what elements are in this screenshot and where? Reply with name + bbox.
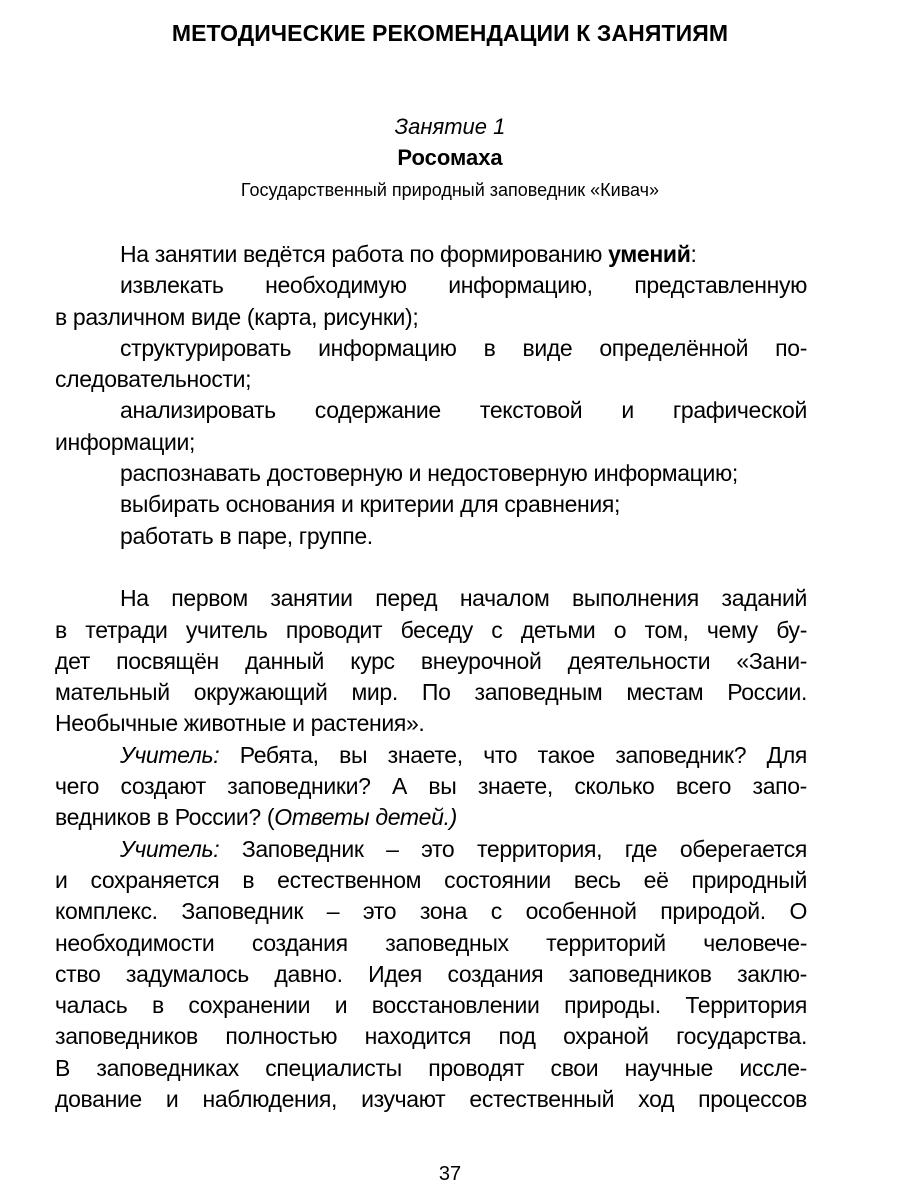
text-run: чего создают заповедники? А вы знаете, сколько всего запо-: [55, 773, 807, 800]
italic-text: Ответы детей.): [274, 804, 457, 831]
body-text: [55, 239, 807, 1115]
text-line: [55, 364, 807, 395]
text-run: в тетради учитель проводит беседу с детьми о том, чему бу-: [55, 616, 807, 643]
text-run: чалась в сохранении и восстановлении природы. Территория: [55, 992, 807, 1019]
text-line: [55, 1053, 807, 1084]
text-line: [55, 959, 807, 990]
text-run: и сохраняется в естественном состоянии весь её природный: [55, 866, 807, 893]
text-line: [55, 677, 807, 708]
text-line: [55, 646, 807, 677]
text-line: [55, 521, 807, 552]
text-line: [55, 802, 807, 833]
text-line: [55, 270, 807, 301]
text-line: [55, 583, 807, 614]
text-run: ведников в России? (: [55, 804, 275, 831]
text-run: информации;: [55, 428, 196, 455]
text-run: Ребята, вы знаете, что такое заповедник? Для: [219, 741, 807, 768]
lesson-label: Занятие 1: [394, 114, 506, 139]
bold-text: умений: [608, 241, 691, 267]
text-run: распознавать достоверную и недостоверную информацию;: [120, 460, 738, 487]
text-run: анализировать содержание текстовой и графической: [120, 397, 807, 424]
text-run: комплекс. Заповедник – это зона с особенной природой. О: [55, 898, 807, 925]
text-line: [55, 333, 807, 364]
text-run: необходимости создания заповедных территорий человече-: [55, 929, 807, 956]
text-run: выбирать основания и критерии для сравнения;: [120, 491, 621, 518]
text-line: [55, 708, 807, 739]
italic-text: Учитель:: [120, 835, 220, 862]
text-line: [55, 239, 807, 270]
text-run: На занятии ведётся работа по формированию: [120, 241, 609, 267]
text-line: [55, 489, 807, 520]
text-line: [55, 990, 807, 1021]
text-line: [55, 395, 807, 426]
text-run: :: [690, 241, 697, 267]
text-run: в различном виде (карта, рисунки);: [55, 303, 419, 330]
text-run: структурировать информацию в виде определённой по-: [120, 334, 807, 361]
text-run: Необычные животные и растения».: [55, 710, 425, 737]
text-run: работать в паре, группе.: [120, 522, 373, 549]
text-line: [55, 615, 807, 646]
italic-text: Учитель:: [120, 741, 220, 768]
text-line: [55, 865, 807, 896]
text-line: [55, 1084, 807, 1115]
text-line: [55, 928, 807, 959]
text-line: [55, 427, 807, 458]
text-line: [55, 896, 807, 927]
text-run: дет посвящён данный курс внеурочной деятельности «Зани-: [55, 647, 807, 674]
page-number: 37: [438, 1163, 462, 1185]
text-run: В заповедниках специалисты проводят свои научные иссле-: [55, 1054, 807, 1081]
lesson-subtitle: Государственный природный заповедник «Кивач»: [240, 180, 660, 200]
blank-line: [55, 552, 807, 583]
text-run: Заповедник – это территория, где оберегается: [219, 835, 807, 862]
text-run: мательный окружающий мир. По заповедным местам России.: [55, 679, 807, 706]
page-header: МЕТОДИЧЕСКИЕ РЕКОМЕНДАЦИИ К ЗАНЯТИЯМ: [171, 20, 729, 46]
text-line: [55, 458, 807, 489]
text-run: извлекать необходимую информацию, представленную: [120, 272, 807, 299]
text-line: [55, 1021, 807, 1052]
text-line: [55, 302, 807, 333]
text-run: На первом занятии перед началом выполнения заданий: [120, 585, 807, 612]
text-run: заповедников полностью находится под охраной государства.: [55, 1023, 807, 1050]
lesson-title: Росомаха: [397, 145, 503, 170]
text-line: [55, 834, 807, 865]
text-run: ство задумалось давно. Идея создания заповедников заклю-: [55, 960, 807, 987]
text-line: [55, 740, 807, 771]
text-line: [55, 771, 807, 802]
text-run: следовательности;: [55, 366, 252, 393]
text-run: дование и наблюдения, изучают естественный ход процессов: [55, 1086, 807, 1113]
